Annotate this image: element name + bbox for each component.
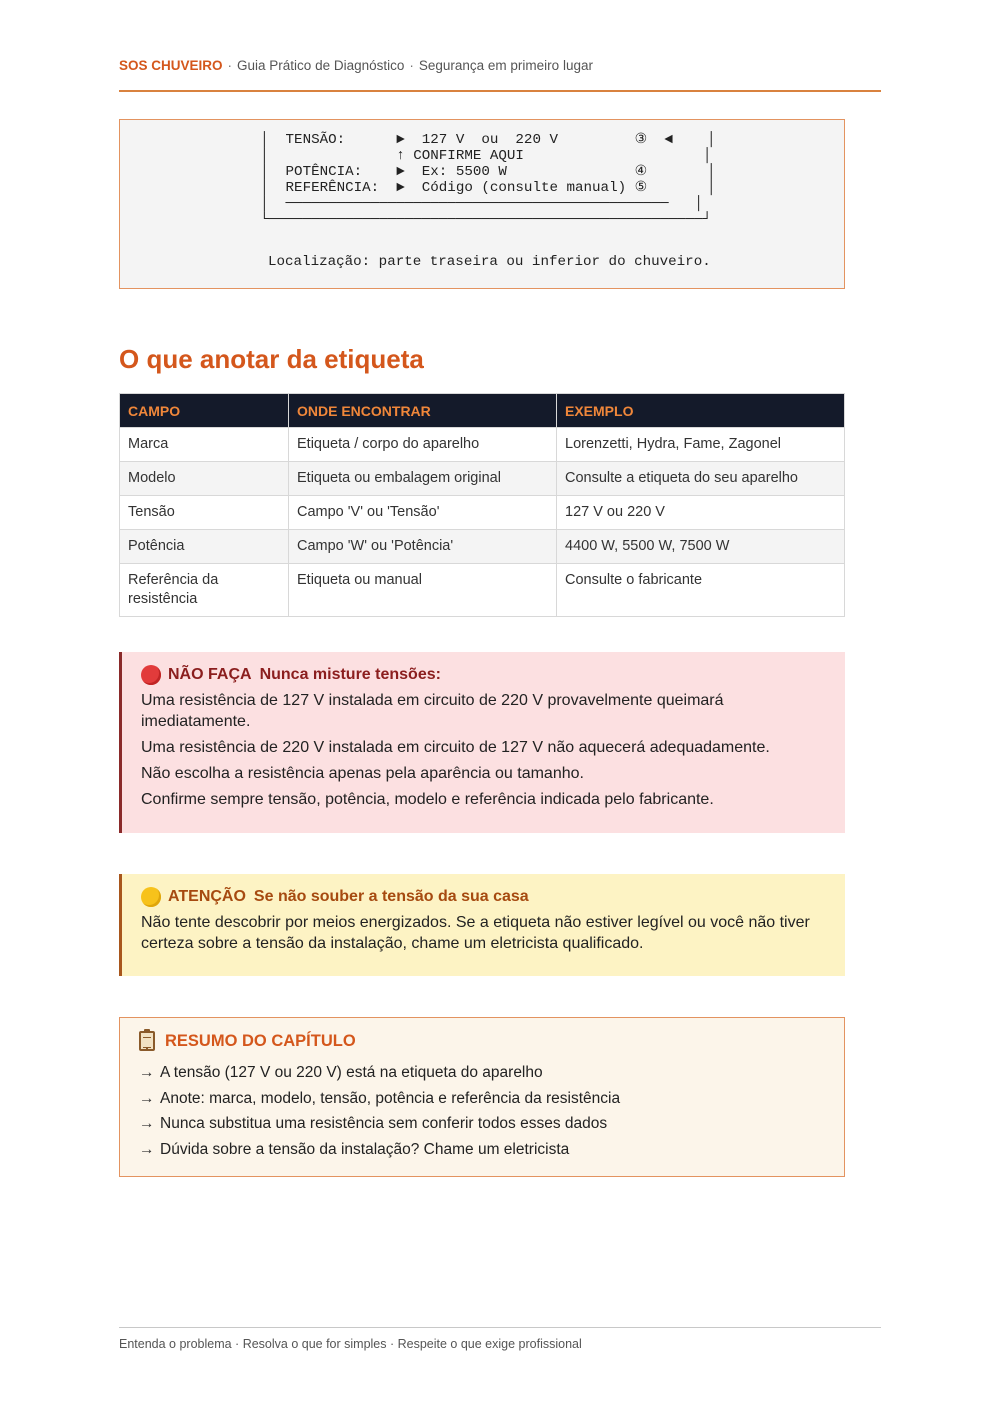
danger-line: Confirme sempre tensão, potência, modelo e referência indicada pelo fabricante. [141,791,714,808]
red-circle-icon [141,665,161,685]
table-cell: Tensão [120,496,289,530]
arrow-icon: → [139,1089,155,1107]
chapter-summary [119,1017,845,1177]
table-cell: Consulte a etiqueta do seu aparelho [557,462,845,496]
yellow-circle-icon [141,887,161,907]
diagram-line: │ POTÊNCIA: ► Ex: 5500 W ④ │ [260,164,716,180]
summary-item-text: Nunca substitua uma resistência sem conferir todos esses dados [160,1115,608,1132]
guide-title: Guia Prático de Diagnóstico [237,58,405,73]
section-title: O que anotar da etiqueta [119,344,424,374]
table-cell: 127 V ou 220 V [557,496,845,530]
danger-title-row [141,664,825,685]
table-row [120,496,845,530]
table-row [120,564,845,617]
table-cell: Modelo [120,462,289,496]
danger-title: Nunca misture tensões: [259,666,441,683]
table-cell: Etiqueta ou manual [289,564,557,617]
table-cell: 4400 W, 5500 W, 7500 W [557,530,845,564]
label-diagram-box [119,119,845,289]
clipboard-icon [139,1031,155,1051]
page-header [119,58,881,92]
location-note: Localização: parte traseira ou inferior do chuveiro. [268,254,711,270]
label-fields-table [119,393,845,617]
table-cell: Potência [120,530,289,564]
warning-title-row [141,886,825,907]
table-cell: Lorenzetti, Hydra, Fame, Zagonel [557,428,845,462]
table-header-row [120,394,845,428]
diagram-line: │ ↑ CONFIRME AQUI │ [260,148,712,164]
table-row [120,462,845,496]
list-item [139,1086,825,1112]
summary-item-text: Anote: marca, modelo, tensão, potência e referência da resistência [160,1089,621,1107]
brand-name: SOS CHUVEIRO [119,58,223,73]
table-cell: Consulte o fabricante [557,564,845,617]
column-header-campo: CAMPO [120,394,289,428]
tagline: Segurança em primeiro lugar [418,58,593,73]
summary-item-text: Dúvida sobre a tensão da instalação? Chame um eletricista [160,1140,570,1158]
arrow-icon: → [139,1140,155,1158]
list-item [139,1137,825,1163]
label-diagram [260,132,715,228]
diagram-line: │ ───────────────────────────────────────────── │ [260,196,703,212]
table-row [120,530,845,564]
page-footer [119,1327,881,1351]
table-cell: Referência da resistência [120,564,289,617]
table-cell: Campo 'W' ou 'Potência' [289,530,557,564]
table-cell: Marca [120,428,289,462]
footer-text: Entenda o problema · Resolva o que for simples · Respeite o que exige profissional [119,1337,582,1351]
table-cell: Etiqueta ou embalagem original [289,462,557,496]
danger-line: Não escolha a resistência apenas pela aparência ou tamanho. [141,765,584,782]
column-header-exemplo: EXEMPLO [557,394,845,428]
column-header-onde: ONDE ENCONTRAR [289,394,557,428]
table-row [120,428,845,462]
warning-label: ATENÇÃO [168,888,246,905]
warning-title: Se não souber a tensão da sua casa [253,888,529,905]
arrow-icon: → [139,1115,155,1132]
table-cell: Campo 'V' ou 'Tensão' [289,496,557,530]
arrow-icon: → [139,1064,155,1081]
summary-item-text: A tensão (127 V ou 220 V) está na etiqueta do aparelho [160,1064,543,1081]
warning-text: Não tente descobrir por meios energizados. Se a etiqueta não estiver legível ou você não tiver certeza sobre a tensão da instalação, chame um eletricista qualificado. [141,914,810,952]
header-separator: · [409,58,414,73]
danger-callout [119,652,845,833]
diagram-line: │ TENSÃO: ► 127 V ou 220 V ③ ◄ │ [260,132,716,148]
danger-line: Uma resistência de 127 V instalada em circuito de 220 V provavelmente queimará imediatamente. [141,692,724,730]
header-separator: · [227,58,233,73]
warning-callout [119,874,845,976]
danger-label: NÃO FAÇA [168,666,252,683]
danger-line: Uma resistência de 220 V instalada em circuito de 127 V não aquecerá adequadamente. [141,739,770,756]
diagram-line: └───────────────────────────────────────────────────┘ [260,212,712,228]
summary-title: RESUMO DO CAPÍTULO [165,1031,356,1050]
summary-list [139,1060,825,1162]
diagram-line: │ REFERÊNCIA: ► Código (consulte manual) ⑤ │ [260,180,716,196]
table-cell: Etiqueta / corpo do aparelho [289,428,557,462]
summary-title-row [139,1031,825,1051]
list-item [139,1111,825,1137]
list-item [139,1060,825,1086]
